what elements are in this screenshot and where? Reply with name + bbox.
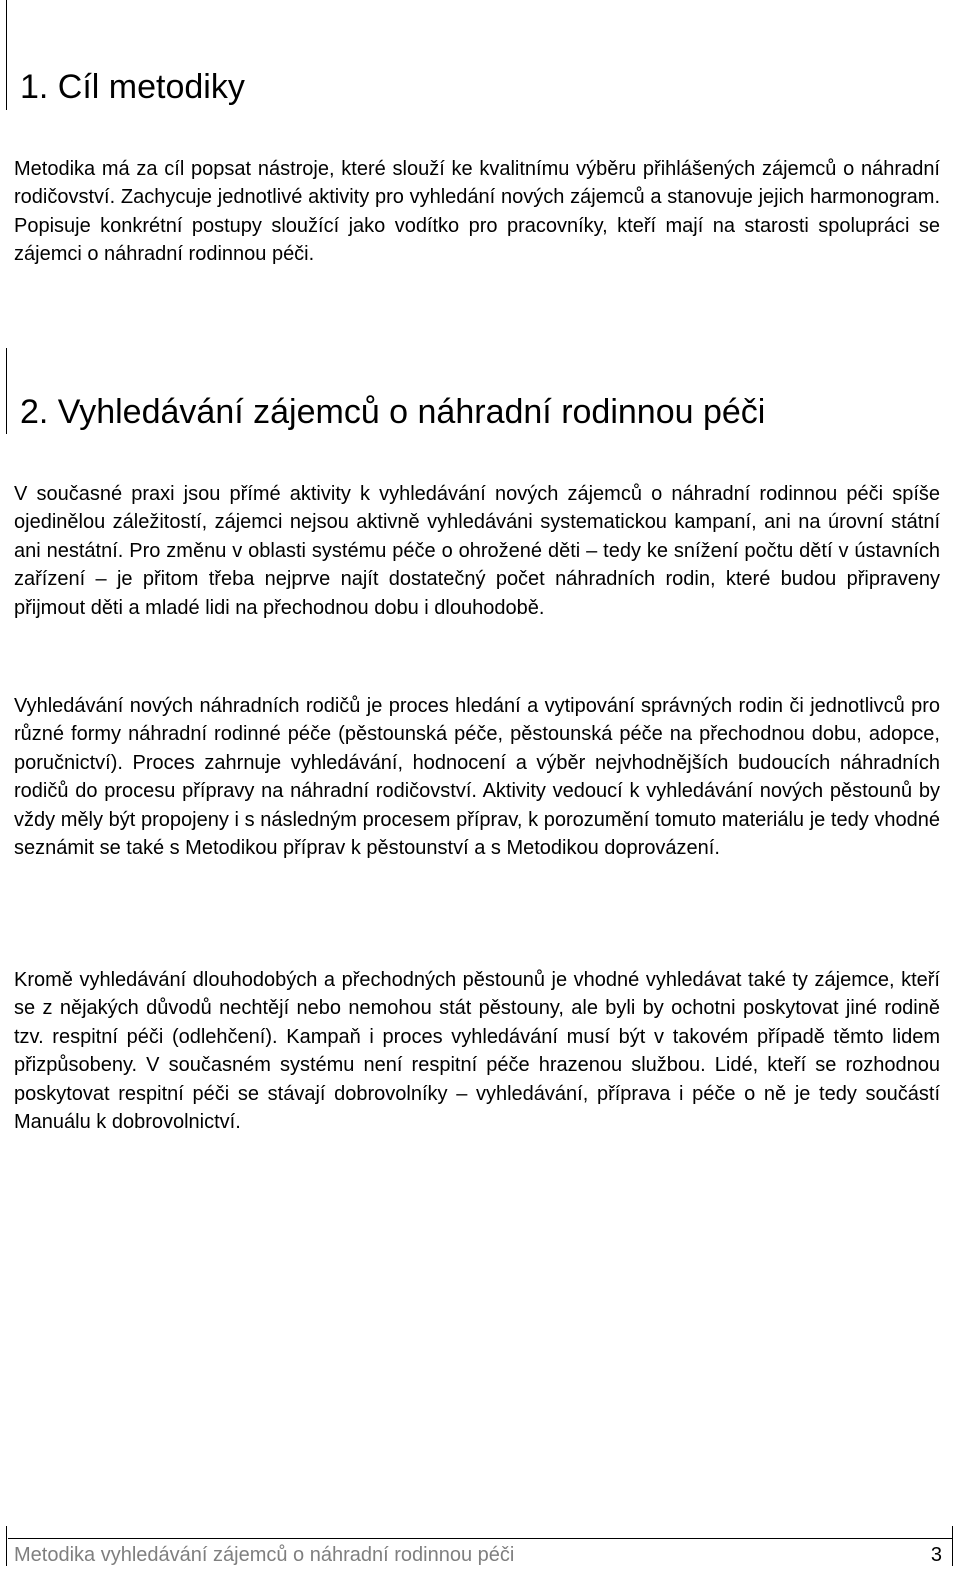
footer-page-number: 3 [930,1544,942,1566]
paragraph-soucasna-praxe: V současné praxi jsou přímé aktivity k vyhledávání nových zájemců o náhradní rodinnou péči spíše ojedinělou záležitostí, zájemci nejsou aktivně vyhledáváni systematickou kampaní, ani na úrovní státní ani nestátní. Pro změnu v oblasti systému péče o ohrožené děti – tedy ke snížení počtu dětí v ústavních zařízení – je přitom třeba nejprve najít dostatečný počet náhradních rodin, které budou připraveny přijmout děti a mladé lidi na přechodnou dobu i dlouhodobě. [14,483,940,619]
margin-mark-section-2 [6,348,7,434]
section-heading-cil-metodiky: 1. Cíl metodiky [20,68,245,106]
footer-rule [8,1538,952,1539]
margin-mark-footer-right [952,1526,953,1566]
section-heading-vyhledavani: 2. Vyhledávání zájemců o náhradní rodinnou péči [20,393,766,431]
paragraph-vyhledavani-rodicu: Vyhledávání nových náhradních rodičů je proces hledání a vytipování správných rodin či jednotlivců pro různé formy náhradní rodinné péče (pěstounská péče, pěstounská péče na přechodnou dobu, adopce, poručnictví). Proces zahrnuje vyhledávání, hodnocení a výběr nejvhodnějších budoucích náhradních rodičů do procesu přípravy na náhradní rodičovství. Aktivity vedoucí k vyhledávání nových pěstounů by vždy měly být propojeny i s následným procesem příprav, k porozumění tomuto materiálu je tedy vhodné seznámit se také s Metodikou příprav k pěstounství a s Metodikou doprovázení. [14,695,940,860]
margin-mark-top [6,0,7,110]
margin-mark-footer-left [6,1526,7,1566]
paragraph-cil-metodiky: Metodika má za cíl popsat nástroje, které slouží ke kvalitnímu výběru přihlášených zájemců o náhradní rodičovství. Zachycuje jednotlivé aktivity pro vyhledání nových zájemců a stanovuje jejich harmonogram. Popisuje konkrétní postupy sloužící jako vodítko pro pracovníky, kteří mají na starosti spolupráci se zájemci o náhradní rodinnou péči. [14,158,940,266]
paragraph-respitni-pece: Kromě vyhledávání dlouhodobých a přechodných pěstounů je vhodné vyhledávat také ty zájemce, kteří se z nějakých důvodů nechtějí nebo nemohou stát pěstouny, ale byli by ochotni poskytovat jiné rodině tzv. respitní péči (odlehčení). Kampaň i proces vyhledávání musí být v takovém případě těmto lidem přizpůsobeny. V současném systému není respitní péče hrazenou službou. Lidé, kteří se rozhodnou poskytovat respitní péči se stávají dobrovolníky – vyhledávání, příprava i péče o ně je tedy součástí Manuálu k dobrovolnictví. [14,969,940,1134]
footer-document-title: Metodika vyhledávání zájemců o náhradní rodinnou péči [14,1544,515,1566]
